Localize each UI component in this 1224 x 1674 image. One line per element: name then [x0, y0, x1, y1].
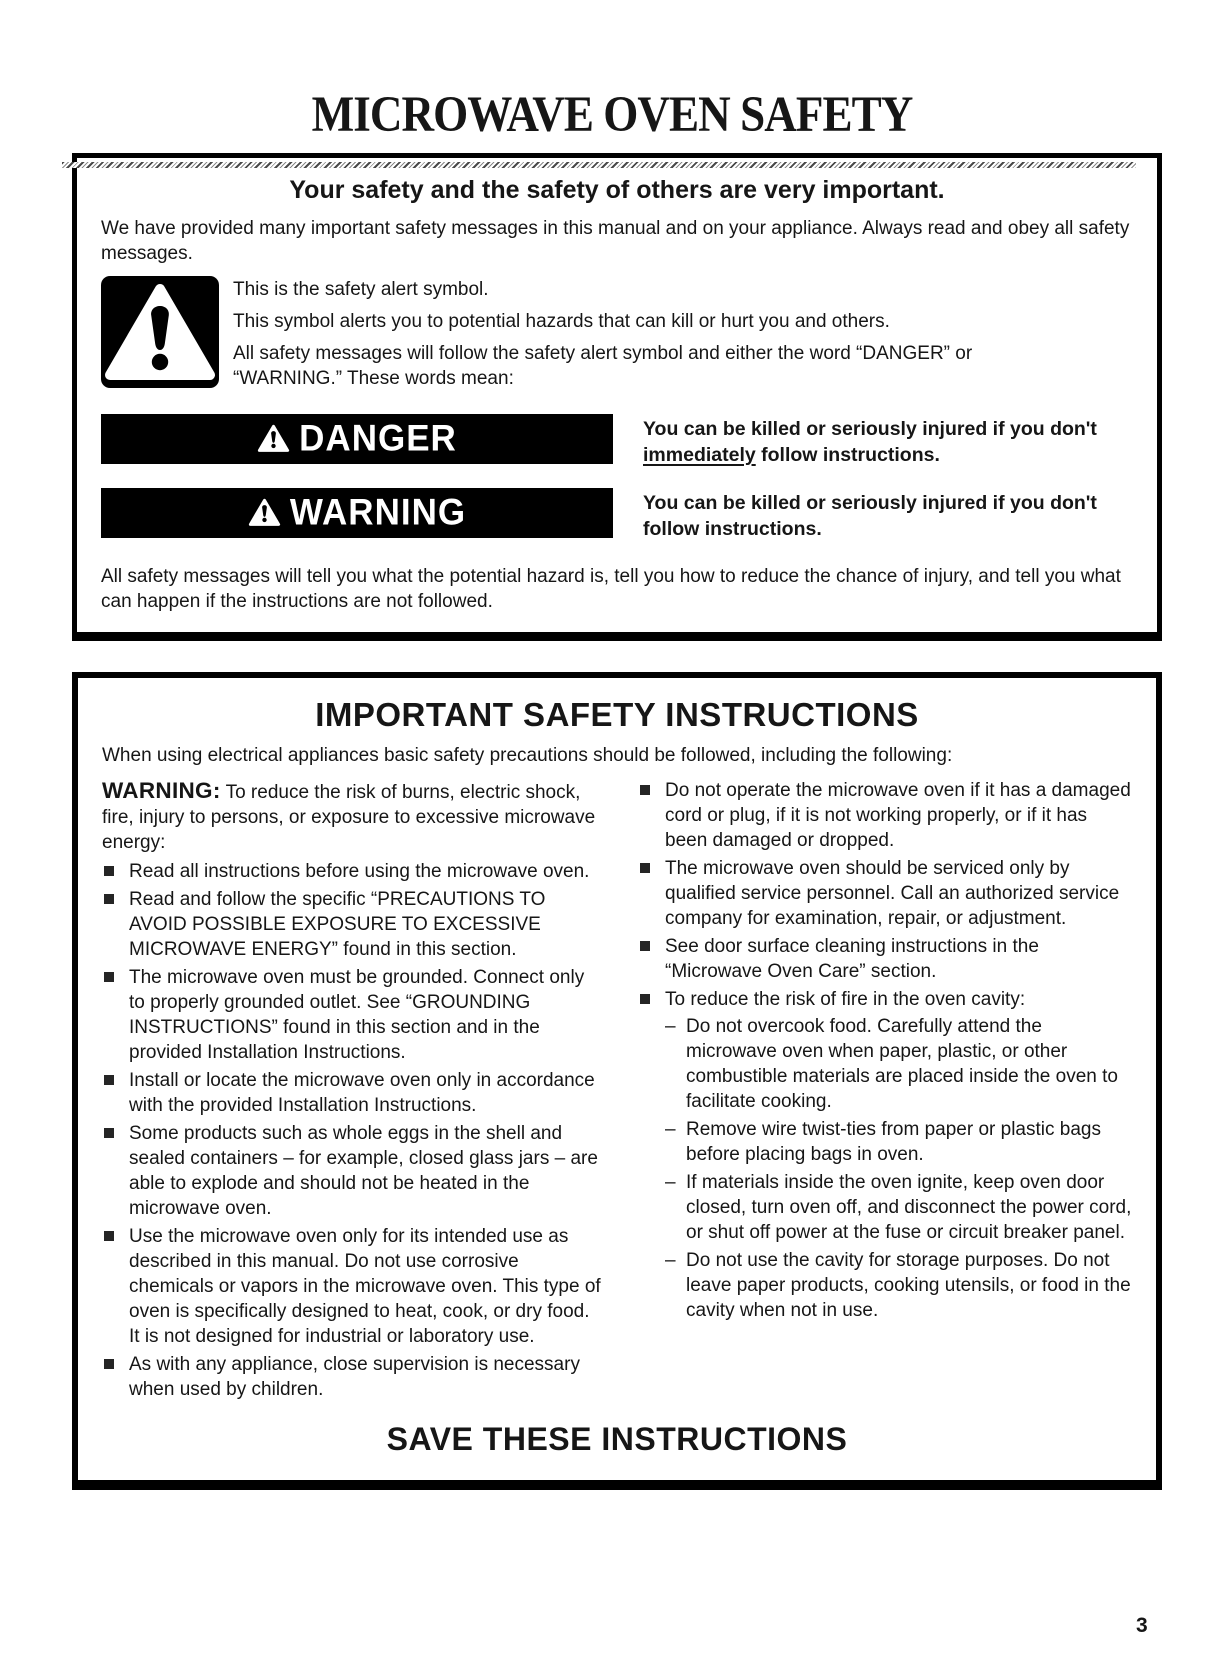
- alert-triangle-icon: [257, 424, 290, 453]
- page-number: 3: [1136, 1614, 1148, 1637]
- list-item: [638, 934, 1132, 984]
- warning-text: To reduce the risk of burns, electric shock, fire, injury to persons, or exposure to excessive microwave energy:: [102, 781, 596, 853]
- warning-desc-prefix: You can be killed or seriously injured if you don't follow instructions.: [643, 491, 1097, 540]
- sub-list-item: – If materials inside the oven ignite, keep oven door closed, turn oven off, and disconnect the power cord, or shut off power at the fuse or circuit breaker panel.: [665, 1170, 1132, 1245]
- danger-signal-row: [101, 414, 1133, 468]
- alert-line: This is the safety alert symbol.: [233, 278, 489, 300]
- alert-line: This symbol alerts you to potential hazards that can kill or hurt you and others.: [233, 310, 890, 332]
- list-item: As with any appliance, close supervision is necessary when used by children.: [102, 1352, 602, 1402]
- decorative-scan-rule: [62, 162, 1136, 168]
- instructions-columns: [102, 778, 1132, 1405]
- important-instructions-box: [72, 672, 1162, 1490]
- safety-box-heading: Your safety and the safety of others are very important.: [289, 175, 945, 204]
- list-item-text: See door surface cleaning instructions in the “Microwave Oven Care” section.: [665, 935, 1039, 982]
- instructions-left-column: [102, 778, 602, 1405]
- left-bullet-list: [102, 859, 602, 1402]
- warning-banner: [101, 488, 613, 538]
- warning-banner-label: WARNING: [289, 492, 467, 534]
- sub-list-item: – Remove wire twist-ties from paper or plastic bags before placing bags in oven.: [665, 1117, 1132, 1167]
- list-item: The microwave oven must be grounded. Connect only to properly grounded outlet. See “GROUNDING INSTRUCTIONS” found in this section and in the provided Installation Instructions.: [102, 965, 602, 1065]
- warning-label: WARNING:: [102, 777, 221, 803]
- danger-banner-label: DANGER: [299, 418, 457, 460]
- alert-triangle-icon: [248, 498, 281, 527]
- danger-desc-prefix: You can be killed or seriously injured if you don't: [643, 417, 1097, 440]
- sub-list-item: – Do not overcook food. Carefully attend the microwave oven when paper, plastic, or other combustible materials are placed inside the oven to facilitate cooking.: [665, 1014, 1132, 1114]
- list-item: [638, 778, 1132, 853]
- alert-line: All safety messages will follow the safety alert symbol and either the word “DANGER” or “WARNING.” These words mean:: [233, 342, 973, 389]
- list-item: Some products such as whole eggs in the shell and sealed containers – for example, closed glass jars – are able to explode and should not be heated in the microwave oven.: [102, 1121, 602, 1221]
- list-item: [638, 856, 1132, 931]
- danger-description: [643, 416, 1123, 468]
- instructions-intro: When using electrical appliances basic safety precautions should be followed, including the following:: [102, 744, 953, 766]
- list-item-text: To reduce the risk of fire in the oven cavity:: [665, 988, 1026, 1010]
- safety-alert-icon: [101, 276, 219, 388]
- right-bullet-list: [638, 778, 1132, 1323]
- list-item: Read all instructions before using the microwave oven.: [102, 859, 602, 884]
- list-item-text: Do not operate the microwave oven if it has a damaged cord or plug, if it is not working properly, or if it has been damaged or dropped.: [665, 779, 1131, 851]
- instructions-heading: IMPORTANT SAFETY INSTRUCTIONS: [315, 695, 919, 733]
- list-item: Install or locate the microwave oven only in accordance with the provided Installation Instructions.: [102, 1068, 602, 1118]
- warning-description: [643, 490, 1123, 542]
- safety-box-intro: We have provided many important safety messages in this manual and on your appliance. Always read and obey all safety messages.: [101, 217, 1130, 264]
- danger-banner: [101, 414, 613, 464]
- danger-desc-suffix: follow instructions.: [755, 443, 940, 466]
- sub-list-item: – Do not use the cavity for storage purposes. Do not leave paper products, cooking utensils, or food in the cavity when not in use.: [665, 1248, 1132, 1323]
- list-item: Read and follow the specific “PRECAUTIONS TO AVOID POSSIBLE EXPOSURE TO EXCESSIVE MICROWAVE ENERGY” found in this section.: [102, 887, 602, 962]
- list-item-text: The microwave oven should be serviced only by qualified service personnel. Call an authorized service company for examination, repair, or adjustment.: [665, 857, 1120, 929]
- safety-box-footer: All safety messages will tell you what the potential hazard is, tell you how to reduce the chance of injury, and tell you what can happen if the instructions are not followed.: [101, 565, 1121, 612]
- page-title: MICROWAVE OVEN SAFETY: [311, 86, 913, 143]
- safety-alert-text: [233, 276, 1043, 398]
- sub-list: [665, 1014, 1132, 1323]
- safety-overview-box: [72, 153, 1162, 641]
- instructions-right-column: [638, 778, 1132, 1405]
- warning-signal-row: [101, 488, 1133, 542]
- list-item: [638, 987, 1132, 1323]
- warning-paragraph: [102, 778, 602, 855]
- safety-alert-row: [101, 276, 1133, 398]
- list-item: Use the microwave oven only for its intended use as described in this manual. Do not use corrosive chemicals or vapors in the microwave oven. This type of oven is specifically designed to heat, cook, or dry food. It is not designed for industrial or laboratory use.: [102, 1224, 602, 1349]
- danger-desc-underlined: immediately: [643, 443, 756, 466]
- save-instructions-heading: SAVE THESE INSTRUCTIONS: [386, 1420, 848, 1457]
